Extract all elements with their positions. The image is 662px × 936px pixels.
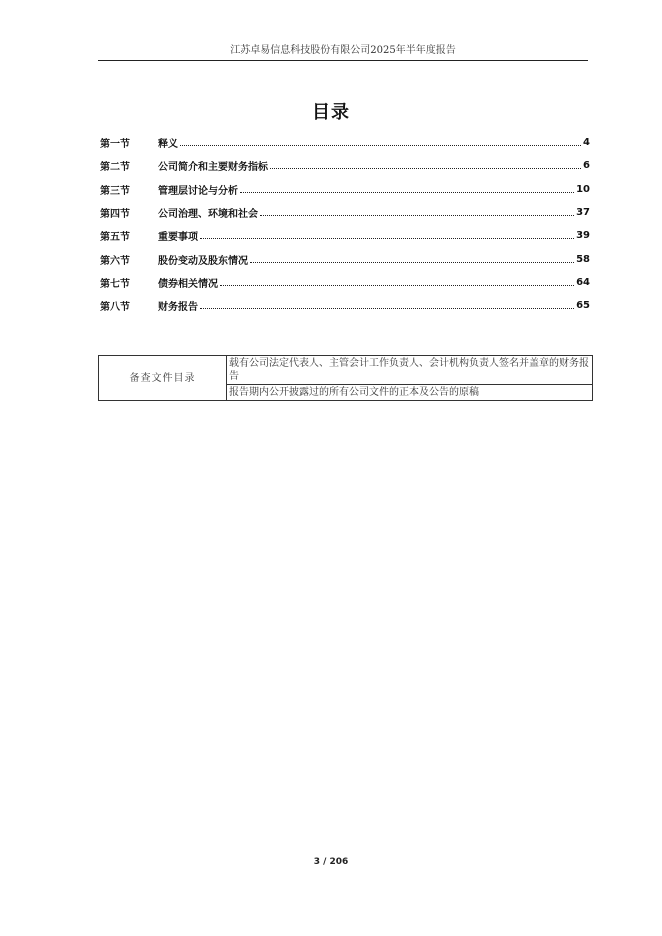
page-header: 江苏卓易信息科技股份有限公司2025年半年度报告 (98, 42, 588, 61)
toc-entry-8[interactable] (100, 294, 590, 317)
toc-dot-leader (250, 262, 574, 263)
toc-dot-leader (200, 238, 574, 239)
toc-section-number: 第七节 (100, 278, 130, 290)
toc-section-title[interactable]: 股份变动及股东情况 (158, 255, 248, 267)
toc-dot-leader (270, 168, 581, 169)
toc-entry-4[interactable] (100, 201, 590, 224)
toc-page-number: 58 (576, 253, 590, 265)
toc-section-number: 第八节 (100, 302, 130, 314)
page-title: 目录 (312, 102, 350, 123)
toc-dot-leader (240, 192, 574, 193)
toc-page-number: 65 (576, 300, 590, 312)
toc-entry-3[interactable] (100, 178, 590, 201)
toc-page-number: 4 (583, 137, 590, 149)
toc-section-title[interactable]: 管理层讨论与分析 (158, 185, 238, 197)
page-number-footer: 3 / 206 (313, 857, 349, 867)
toc-section-number: 第六节 (100, 255, 130, 267)
toc-page-number: 39 (576, 230, 590, 242)
reference-doc-item: 报告期内公开披露过的所有公司文件的正本及公告的原稿 (227, 385, 593, 401)
toc-page-number: 37 (576, 207, 590, 219)
reference-docs-label: 备查文件目录 (99, 356, 227, 401)
toc-page-number: 64 (576, 276, 590, 288)
toc-section-number: 第五节 (100, 232, 130, 244)
toc-section-number: 第三节 (100, 185, 130, 197)
toc-entry-6[interactable] (100, 247, 590, 270)
toc-dot-leader (200, 308, 574, 309)
toc-section-title[interactable]: 债券相关情况 (158, 278, 218, 290)
toc-dot-leader (260, 215, 574, 216)
toc-section-title[interactable]: 重要事项 (158, 232, 198, 244)
toc-entry-1[interactable] (100, 131, 590, 154)
toc-section-title[interactable]: 释义 (158, 139, 178, 151)
toc-entry-5[interactable] (100, 224, 590, 247)
toc-section-title[interactable]: 公司治理、环境和社会 (158, 209, 258, 221)
reference-doc-item: 载有公司法定代表人、主管会计工作负责人、会计机构负责人签名并盖章的财务报告 (227, 356, 593, 385)
toc-page-number: 6 (583, 160, 590, 172)
toc-section-title[interactable]: 公司简介和主要财务指标 (158, 162, 268, 174)
toc-entry-2[interactable] (100, 154, 590, 177)
toc-dot-leader (180, 145, 581, 146)
table-of-contents (100, 131, 590, 317)
toc-section-number: 第二节 (100, 162, 130, 174)
toc-section-number: 第一节 (100, 139, 130, 151)
toc-dot-leader (220, 285, 574, 286)
table-row (99, 356, 593, 385)
toc-page-number: 10 (576, 183, 590, 195)
toc-entry-7[interactable] (100, 271, 590, 294)
toc-section-title[interactable]: 财务报告 (158, 302, 198, 314)
toc-section-number: 第四节 (100, 209, 130, 221)
reference-documents-table (98, 355, 593, 401)
